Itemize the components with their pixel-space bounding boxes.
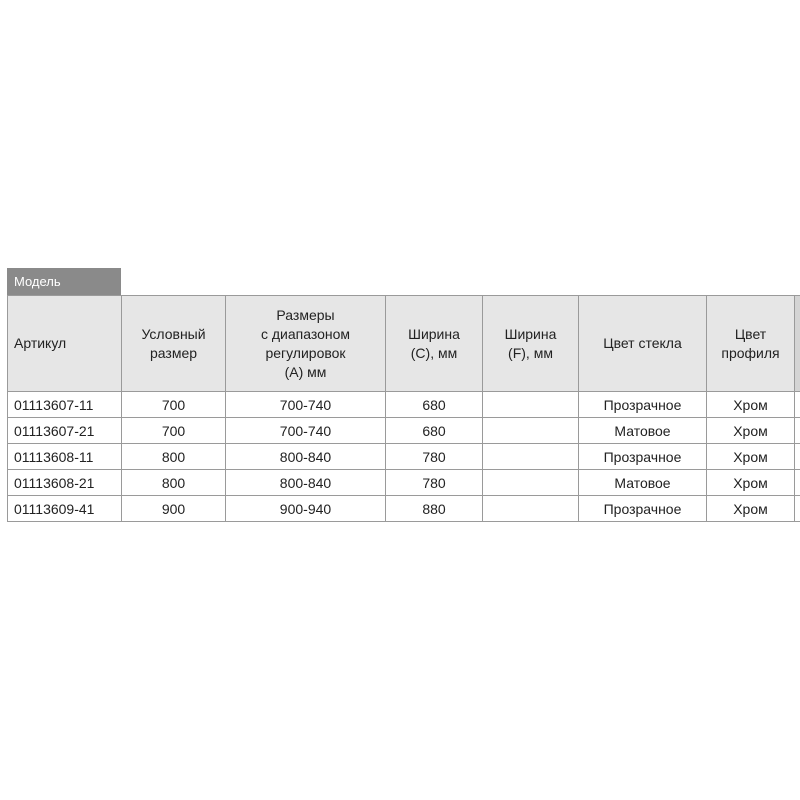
cell-glass-color: Прозрачное xyxy=(579,392,707,418)
cell-nominal-size: 800 xyxy=(122,470,226,496)
table-row xyxy=(8,496,800,522)
cell-nominal-size: 900 xyxy=(122,496,226,522)
cell-article: 01113607-21 xyxy=(8,418,122,444)
table-row xyxy=(8,470,800,496)
header-nominal-size: Условный размер xyxy=(122,296,226,392)
cell-article: 01113608-21 xyxy=(8,470,122,496)
cell-adjustment-range: 900-940 xyxy=(226,496,386,522)
header-width-c: Ширина (С), мм xyxy=(386,296,483,392)
cell-width-c: 780 xyxy=(386,444,483,470)
cell-cut-off xyxy=(795,496,800,522)
cell-adjustment-range: 800-840 xyxy=(226,470,386,496)
cell-nominal-size: 800 xyxy=(122,444,226,470)
table-row xyxy=(8,418,800,444)
header-profile-color: Цвет профиля xyxy=(707,296,795,392)
cell-nominal-size: 700 xyxy=(122,418,226,444)
cell-article: 01113609-41 xyxy=(8,496,122,522)
header-cut-off-column xyxy=(795,296,800,392)
model-tab xyxy=(7,268,121,295)
header-adjustment-range: Размеры с диапазоном регулировок (А) мм xyxy=(226,296,386,392)
cell-width-c: 680 xyxy=(386,392,483,418)
cell-width-f xyxy=(483,496,579,522)
cell-width-f xyxy=(483,418,579,444)
cell-profile-color: Хром xyxy=(707,496,795,522)
cell-cut-off xyxy=(795,418,800,444)
model-tab-label: Модель xyxy=(14,274,61,289)
cell-width-f xyxy=(483,470,579,496)
header-article: Артикул xyxy=(8,296,122,392)
cell-profile-color: Хром xyxy=(707,418,795,444)
cell-profile-color: Хром xyxy=(707,470,795,496)
header-width-f: Ширина (F), мм xyxy=(483,296,579,392)
cell-article: 01113608-11 xyxy=(8,444,122,470)
cell-adjustment-range: 700-740 xyxy=(226,392,386,418)
cell-nominal-size: 700 xyxy=(122,392,226,418)
cell-profile-color: Хром xyxy=(707,392,795,418)
cell-width-c: 780 xyxy=(386,470,483,496)
product-table-container xyxy=(7,295,800,527)
cell-width-c: 680 xyxy=(386,418,483,444)
cell-article: 01113607-11 xyxy=(8,392,122,418)
cell-width-c: 880 xyxy=(386,496,483,522)
table-row xyxy=(8,444,800,470)
cell-cut-off xyxy=(795,444,800,470)
cell-glass-color: Прозрачное xyxy=(579,496,707,522)
cell-adjustment-range: 700-740 xyxy=(226,418,386,444)
cell-cut-off xyxy=(795,470,800,496)
cell-glass-color: Прозрачное xyxy=(579,444,707,470)
cell-width-f xyxy=(483,392,579,418)
cell-glass-color: Матовое xyxy=(579,470,707,496)
table-header-row xyxy=(8,296,800,392)
table-row xyxy=(8,392,800,418)
cell-glass-color: Матовое xyxy=(579,418,707,444)
header-glass-color: Цвет стекла xyxy=(579,296,707,392)
cell-adjustment-range: 800-840 xyxy=(226,444,386,470)
cell-profile-color: Хром xyxy=(707,444,795,470)
cell-cut-off xyxy=(795,392,800,418)
cell-width-f xyxy=(483,444,579,470)
product-table xyxy=(7,295,800,522)
